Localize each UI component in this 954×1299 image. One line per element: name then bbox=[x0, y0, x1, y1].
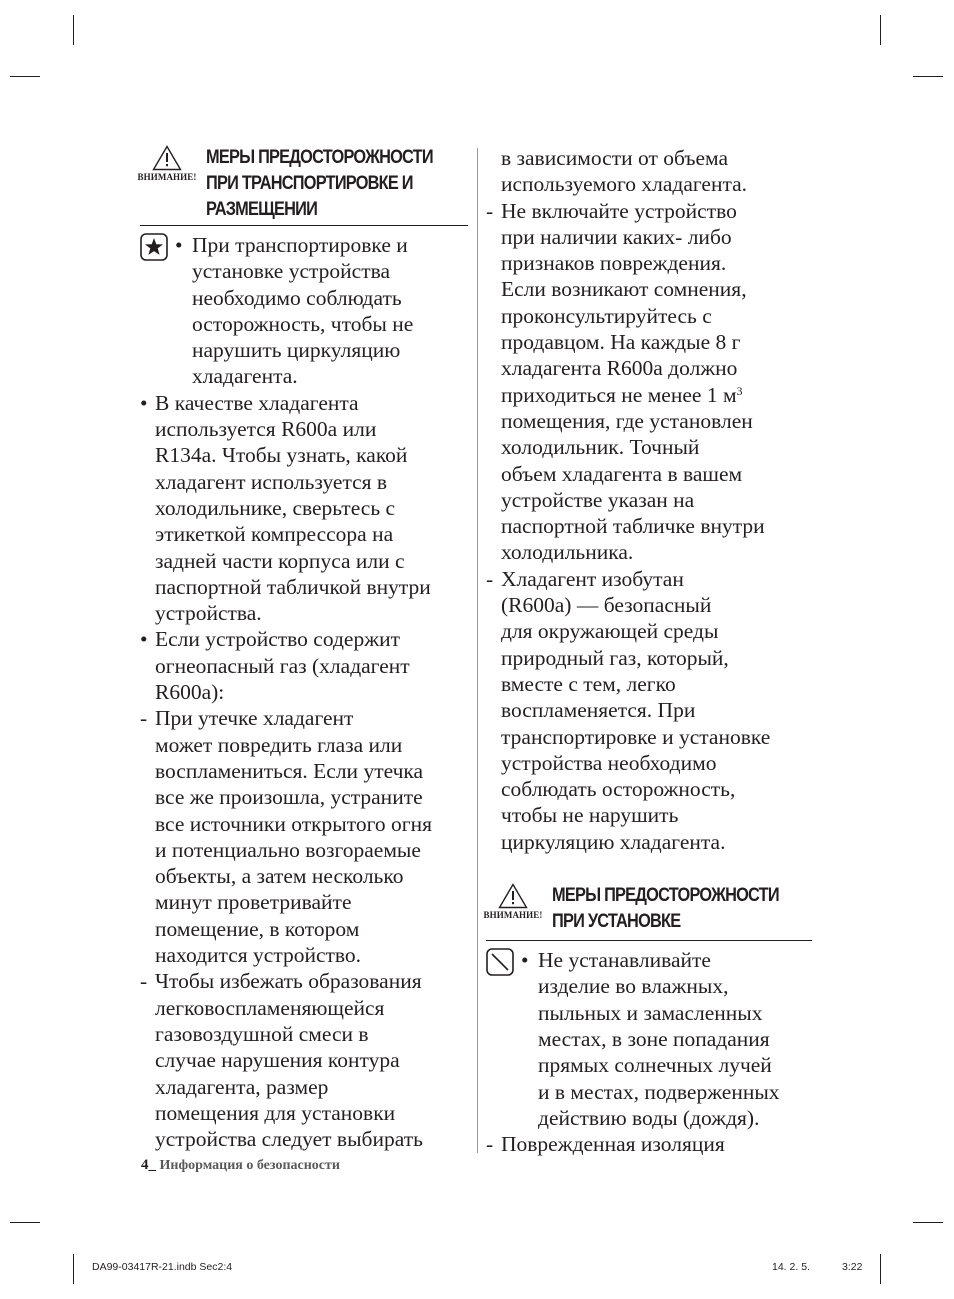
crop-mark bbox=[73, 15, 74, 45]
list-item: - Не включайте устройство при наличии каких- либо признаков повреждения. Если возникают сомнения, проконсультируйтесь с продавцом. На каждые 8 г хладагента R600a должно приходиться не менее 1 $м^3$ помещения, где установлен холодильник. Точный объем хладагента в вашем устройстве указан на паспортной табличке внутри холодильника. bbox=[486, 198, 765, 565]
list-item: • В качестве хладагента используется R600a или R134a. Чтобы узнать, какой хладагент используется в холодильнике, сверьтесь с этикеткой компрессора на задней части корпуса или с паспортной табличкой внутри устройства. bbox=[140, 390, 431, 626]
heading-title: МЕРЫ ПРЕДОСТОРОЖНОСТИ ПРИ ТРАНСПОРТИРОВКЕ И РАЗМЕЩЕНИИ bbox=[206, 147, 433, 220]
prohibited-in-box-icon bbox=[486, 948, 514, 982]
section-heading-transport bbox=[137, 145, 468, 226]
list-item: - Чтобы избежать образования легковоспламеняющейся газовоздушной смеси в случае нарушения контура хладагента, размер помещения для установки устройства следует выбирать bbox=[140, 969, 423, 1152]
crop-mark bbox=[10, 1222, 40, 1223]
crop-mark bbox=[913, 1222, 943, 1223]
warning-label: ВНИМАНИЕ! bbox=[137, 172, 197, 182]
star-in-box-icon bbox=[140, 233, 168, 267]
list-item: - Поврежденная изоляция bbox=[486, 1132, 725, 1157]
list-item: • При транспортировке и установке устройства необходимо соблюдать осторожность, чтобы не нарушить циркуляцию хладагента. bbox=[140, 232, 468, 390]
right-column bbox=[483, 145, 812, 1157]
crop-mark bbox=[880, 15, 881, 45]
page-number: 4_ bbox=[141, 1157, 156, 1173]
warning-badge bbox=[134, 145, 200, 182]
heading-title: МЕРЫ ПРЕДОСТОРОЖНОСТИ ПРИ УСТАНОВКЕ bbox=[552, 885, 779, 933]
crop-mark bbox=[73, 1254, 74, 1284]
crop-mark bbox=[10, 76, 40, 77]
print-file-info: DA99-03417R-21.indb Sec2:4 bbox=[92, 1261, 233, 1273]
page-footer bbox=[141, 1157, 340, 1174]
superscript: 3 bbox=[736, 383, 743, 398]
list-item: • Если устройство содержит огнеопасный газ (хладагент R600a): bbox=[140, 627, 410, 705]
warning-triangle-icon bbox=[152, 145, 182, 171]
print-time: 3:22 bbox=[842, 1261, 863, 1273]
warning-label: ВНИМАНИЕ! bbox=[483, 910, 543, 921]
print-date: 14. 2. 5. bbox=[772, 1261, 810, 1273]
left-column bbox=[137, 145, 468, 1152]
section-name: Информация о безопасности bbox=[159, 1158, 340, 1173]
warning-badge bbox=[480, 883, 546, 920]
list-item-continuation: в зависимости от объема используемого хладагента. bbox=[501, 146, 748, 197]
list-item: • Не устанавливайте изделие во влажных, пыльных и замасленных местах, в зоне попадания прямых солнечных лучей и в местах, подверженных действию воды (дождя). bbox=[486, 947, 812, 1131]
crop-mark bbox=[880, 1254, 881, 1284]
section-heading-installation bbox=[483, 883, 812, 941]
crop-mark bbox=[913, 76, 943, 77]
list-item: - Хладагент изобутан (R600a) — безопасный для окружающей среды природный газ, который, вместе с тем, легко воспламеняется. При транспортировке и установке устройства необходимо соблюдать осторожность, чтобы не нарушить циркуляцию хладагента. bbox=[486, 566, 771, 854]
list-item: - При утечке хладагент может повредить глаза или воспламениться. Если утечка все же произошла, устраните все источники открытого огня и потенциально возгораемые объекты, а затем несколько минут проветривайте помещение, в котором находится устройство. bbox=[140, 706, 432, 968]
column-divider bbox=[477, 148, 478, 1153]
warning-triangle-icon bbox=[498, 883, 528, 909]
